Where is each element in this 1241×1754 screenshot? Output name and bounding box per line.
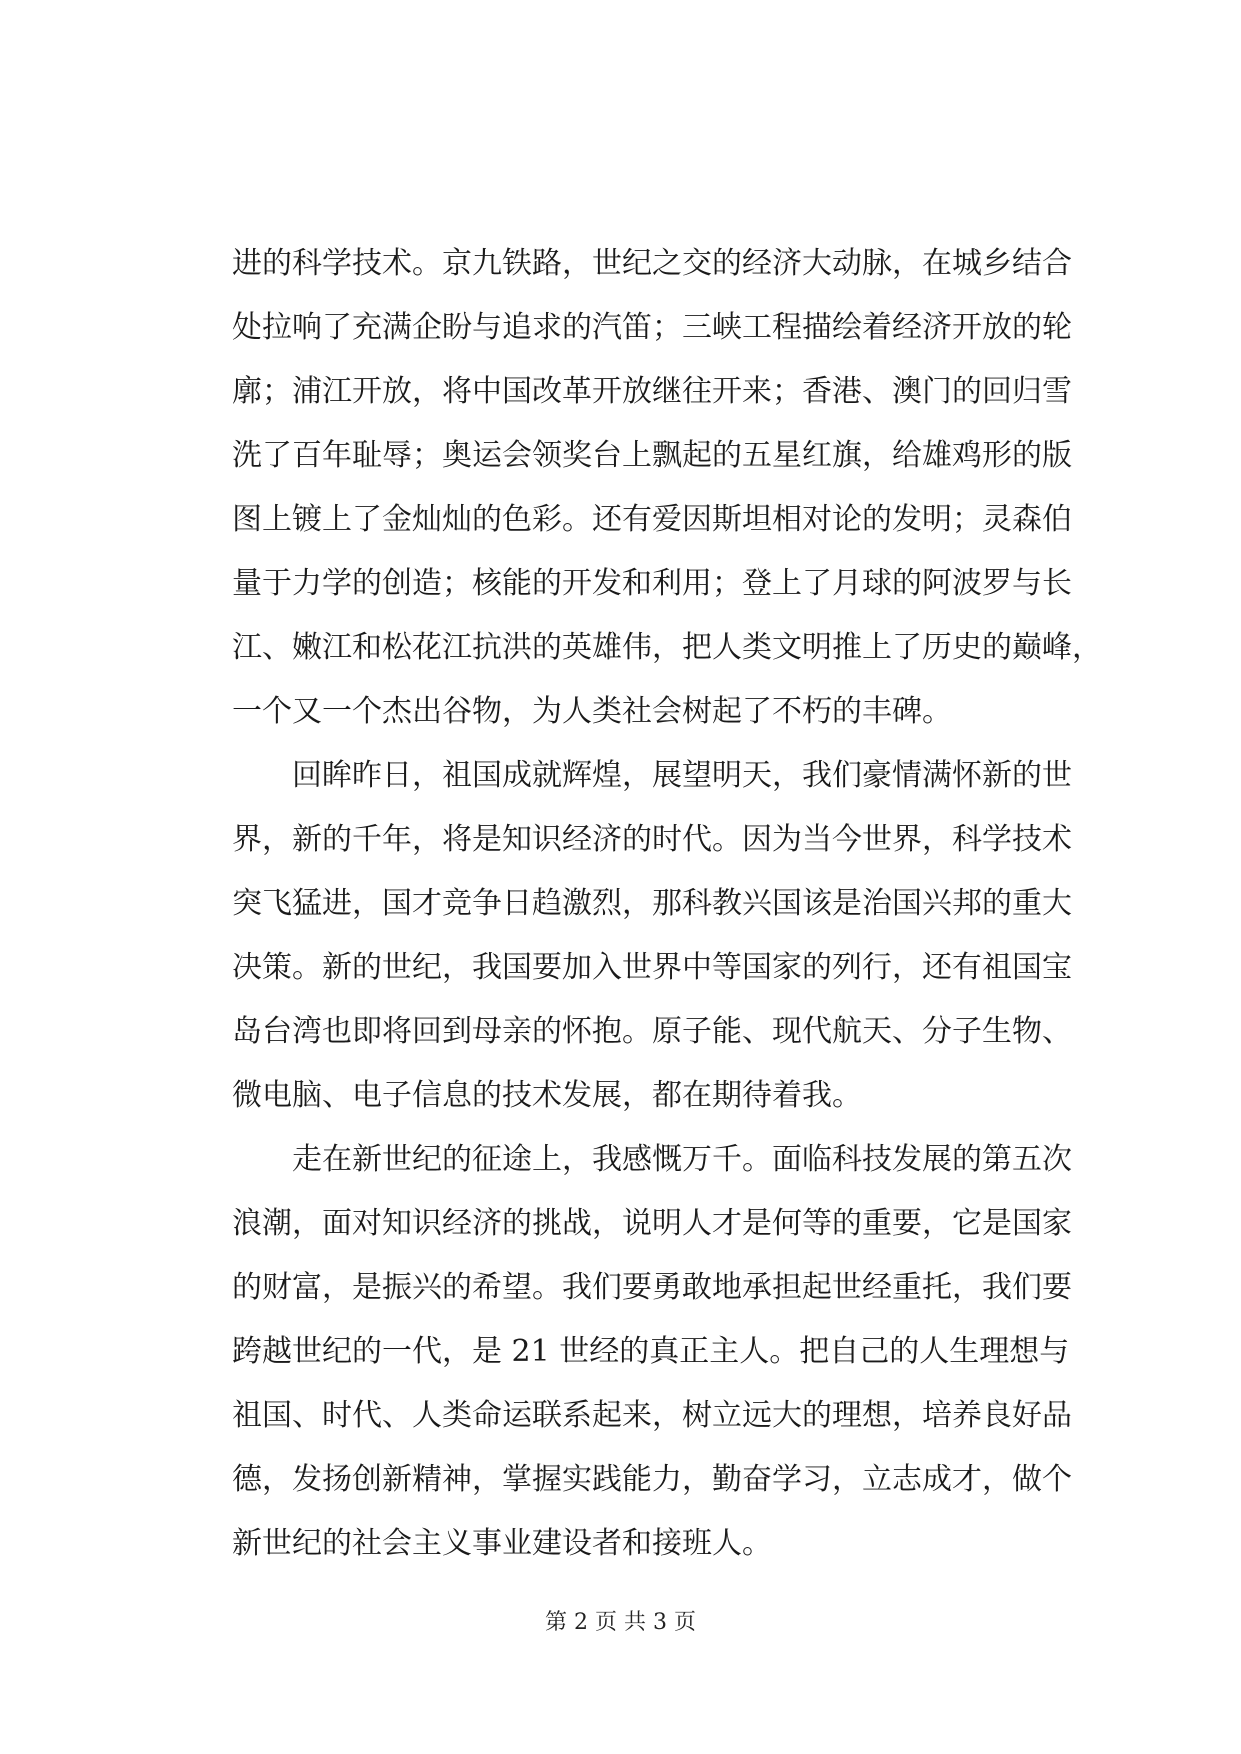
text-line: 决策。新的世纪，我国要加入世界中等国家的列行，还有祖国宝 <box>232 950 1072 985</box>
text-line: 岛台湾也即将回到母亲的怀抱。原子能、现代航天、分子生物、 <box>232 1014 1072 1049</box>
text-line: 处拉响了充满企盼与追求的汽笛；三峡工程描绘着经济开放的轮 <box>232 310 1072 345</box>
body-text <box>232 232 1102 1576</box>
text-line: 一个又一个杰出谷物，为人类社会树起了不朽的丰碑。 <box>232 694 952 729</box>
text-line: 微电脑、电子信息的技术发展，都在期待着我。 <box>232 1078 862 1113</box>
paragraph-first-line: 回眸昨日，祖国成就辉煌，展望明天，我们豪情满怀新的世 <box>292 758 1072 793</box>
text-line: 洗了百年耻辱；奥运会领奖台上飘起的五星红旗，给雄鸡形的版 <box>232 438 1072 473</box>
text-line: 新世纪的社会主义事业建设者和接班人。 <box>232 1526 772 1561</box>
text-line: 廓；浦江开放，将中国改革开放继往开来；香港、澳门的回归雪 <box>232 374 1072 409</box>
text-line: 浪潮，面对知识经济的挑战，说明人才是何等的重要，它是国家 <box>232 1206 1072 1241</box>
text-line: 突飞猛进，国才竞争日趋激烈，那科教兴国该是治国兴邦的重大 <box>232 886 1072 921</box>
text-line: 的财富，是振兴的希望。我们要勇敢地承担起世经重托，我们要 <box>232 1270 1072 1305</box>
text-line: 界，新的千年，将是知识经济的时代。因为当今世界，科学技术 <box>232 822 1072 857</box>
text-line: 图上镀上了金灿灿的色彩。还有爱因斯坦相对论的发明；灵森伯 <box>232 502 1072 537</box>
text-line: 德，发扬创新精神，掌握实践能力，勤奋学习，立志成才，做个 <box>232 1462 1072 1497</box>
paragraph-first-line: 走在新世纪的征途上，我感慨万千。面临科技发展的第五次 <box>292 1142 1072 1177</box>
text-line: 跨越世纪的一代，是 21 世经的真正主人。把自己的人生理想与 <box>232 1334 1070 1369</box>
page-number-footer: 第 2 页 共 3 页 <box>545 1610 696 1635</box>
text-line: 祖国、时代、人类命运联系起来，树立远大的理想，培养良好品 <box>232 1398 1072 1433</box>
text-line: 进的科学技术。京九铁路，世纪之交的经济大动脉，在城乡结合 <box>232 246 1072 281</box>
text-line: 江、嫩江和松花江抗洪的英雄伟，把人类文明推上了历史的巅峰， <box>232 630 1102 665</box>
text-line: 量于力学的创造；核能的开发和利用；登上了月球的阿波罗与长 <box>232 566 1072 601</box>
